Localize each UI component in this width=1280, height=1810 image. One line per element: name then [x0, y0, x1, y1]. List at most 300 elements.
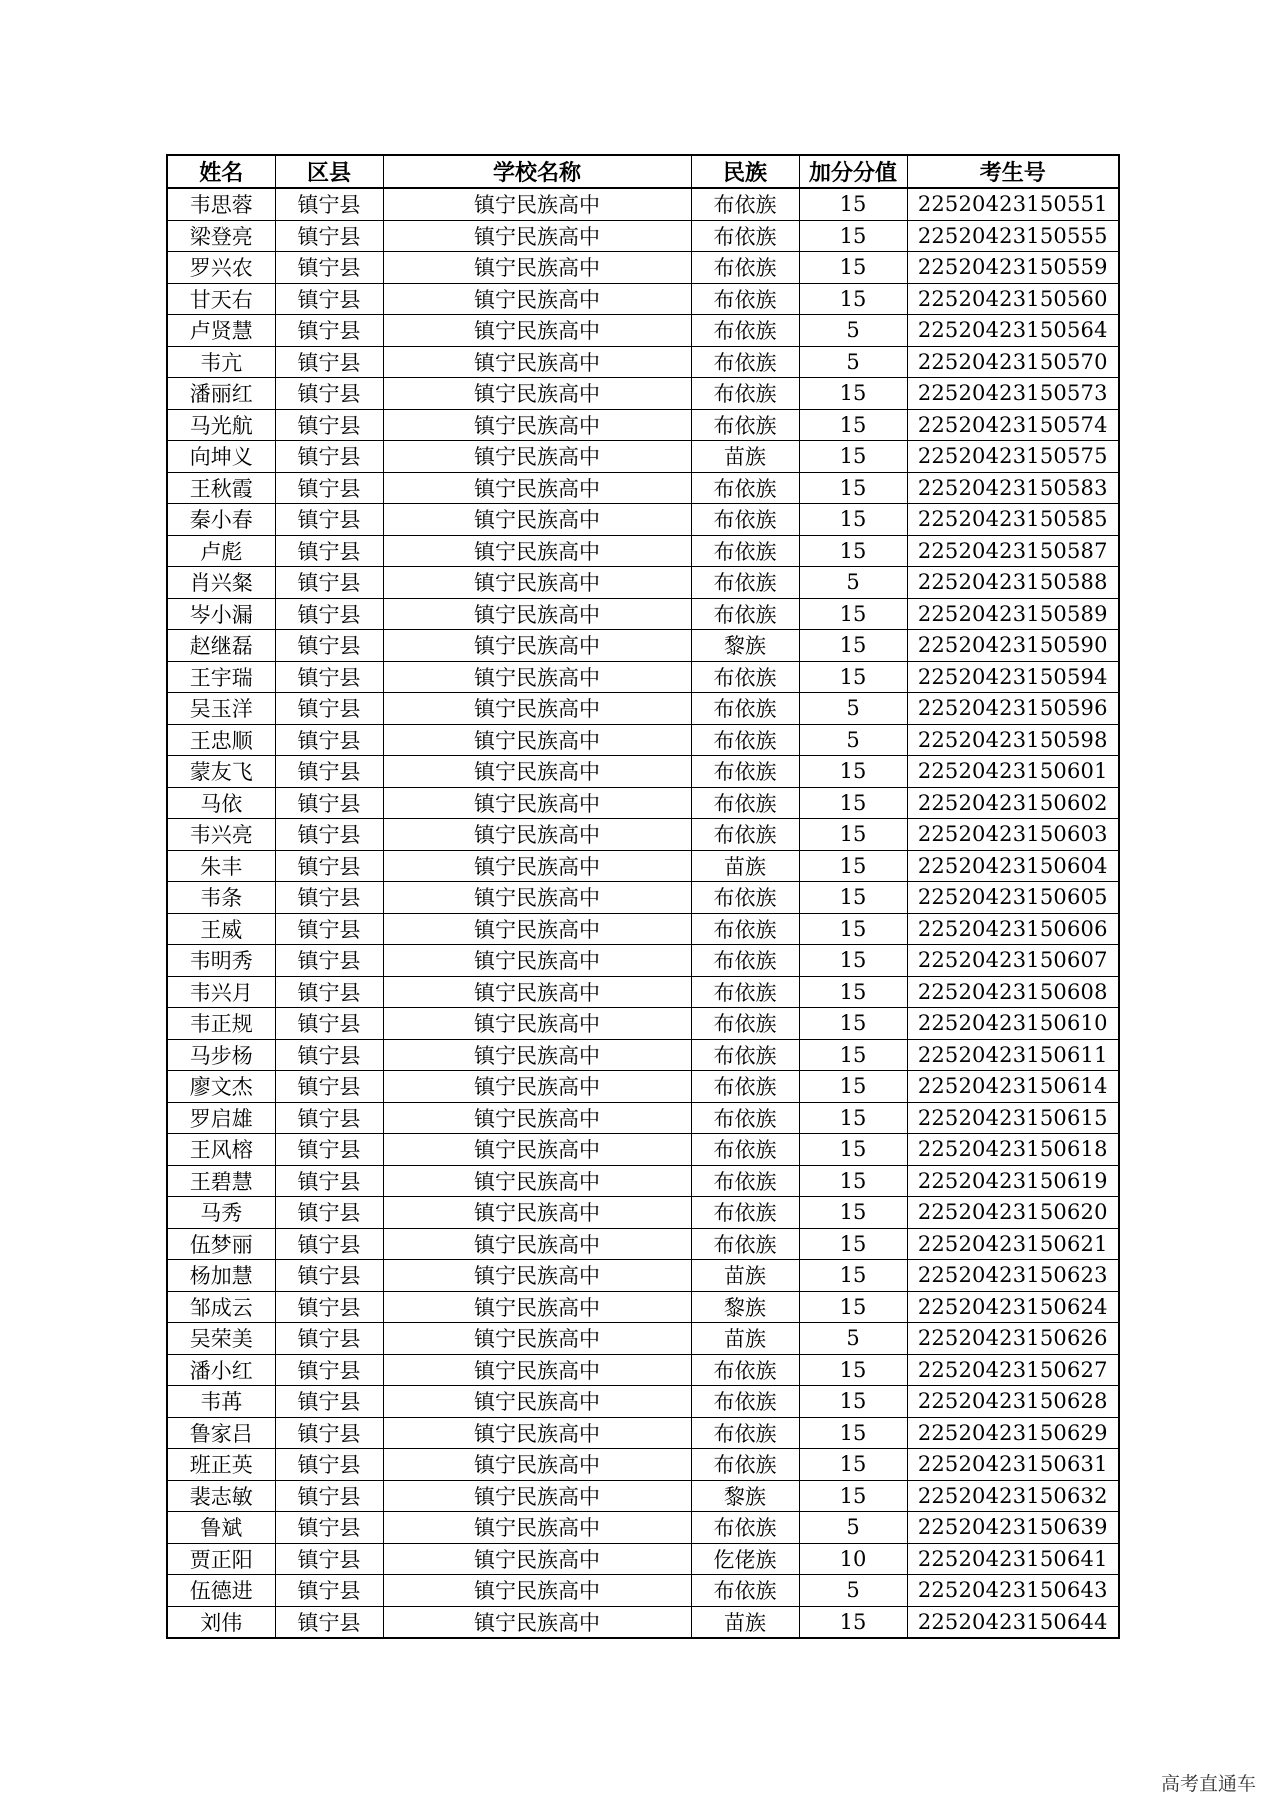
cell-name: 韦亢	[167, 346, 275, 378]
cell-exam-number: 22520423150555	[907, 220, 1119, 252]
table-row	[167, 1008, 1119, 1040]
cell-county: 镇宁县	[275, 504, 383, 536]
table-row	[167, 756, 1119, 788]
cell-school: 镇宁民族高中	[383, 472, 691, 504]
cell-exam-number: 22520423150620	[907, 1197, 1119, 1229]
cell-county: 镇宁县	[275, 1071, 383, 1103]
cell-name: 韦兴月	[167, 976, 275, 1008]
cell-county: 镇宁县	[275, 882, 383, 914]
cell-bonus-points: 15	[799, 535, 907, 567]
table-row	[167, 220, 1119, 252]
cell-county: 镇宁县	[275, 472, 383, 504]
table-row	[167, 1417, 1119, 1449]
cell-bonus-points: 15	[799, 252, 907, 284]
cell-name: 韦兴亮	[167, 819, 275, 851]
cell-name: 吴玉洋	[167, 693, 275, 725]
cell-exam-number: 22520423150623	[907, 1260, 1119, 1292]
cell-name: 韦条	[167, 882, 275, 914]
cell-ethnicity: 黎族	[691, 630, 799, 662]
table-row	[167, 252, 1119, 284]
cell-ethnicity: 布依族	[691, 1102, 799, 1134]
cell-school: 镇宁民族高中	[383, 283, 691, 315]
cell-exam-number: 22520423150598	[907, 724, 1119, 756]
cell-school: 镇宁民族高中	[383, 787, 691, 819]
cell-exam-number: 22520423150624	[907, 1291, 1119, 1323]
table-row	[167, 441, 1119, 473]
cell-name: 梁登亮	[167, 220, 275, 252]
cell-bonus-points: 5	[799, 693, 907, 725]
cell-school: 镇宁民族高中	[383, 1386, 691, 1418]
cell-county: 镇宁县	[275, 1008, 383, 1040]
cell-exam-number: 22520423150585	[907, 504, 1119, 536]
cell-name: 伍德进	[167, 1575, 275, 1607]
cell-school: 镇宁民族高中	[383, 346, 691, 378]
bonus-points-table	[166, 154, 1120, 1639]
cell-ethnicity: 布依族	[691, 913, 799, 945]
cell-bonus-points: 15	[799, 630, 907, 662]
cell-ethnicity: 布依族	[691, 283, 799, 315]
cell-exam-number: 22520423150573	[907, 378, 1119, 410]
cell-school: 镇宁民族高中	[383, 1480, 691, 1512]
cell-bonus-points: 15	[799, 1480, 907, 1512]
cell-ethnicity: 黎族	[691, 1291, 799, 1323]
table-row	[167, 1480, 1119, 1512]
cell-ethnicity: 布依族	[691, 945, 799, 977]
cell-name: 王秋霞	[167, 472, 275, 504]
cell-ethnicity: 布依族	[691, 472, 799, 504]
cell-ethnicity: 布依族	[691, 188, 799, 220]
cell-school: 镇宁民族高中	[383, 882, 691, 914]
cell-exam-number: 22520423150559	[907, 252, 1119, 284]
cell-name: 罗启雄	[167, 1102, 275, 1134]
cell-county: 镇宁县	[275, 661, 383, 693]
cell-ethnicity: 苗族	[691, 1606, 799, 1638]
cell-county: 镇宁县	[275, 409, 383, 441]
cell-school: 镇宁民族高中	[383, 630, 691, 662]
table-row	[167, 724, 1119, 756]
cell-exam-number: 22520423150583	[907, 472, 1119, 504]
table-body	[167, 188, 1119, 1638]
cell-name: 赵继磊	[167, 630, 275, 662]
table-row	[167, 1039, 1119, 1071]
cell-bonus-points: 15	[799, 819, 907, 851]
cell-exam-number: 22520423150587	[907, 535, 1119, 567]
cell-bonus-points: 5	[799, 724, 907, 756]
table-row	[167, 472, 1119, 504]
cell-ethnicity: 布依族	[691, 724, 799, 756]
watermark: 高考直通车	[1160, 1773, 1256, 1795]
cell-ethnicity: 布依族	[691, 409, 799, 441]
cell-exam-number: 22520423150605	[907, 882, 1119, 914]
cell-name: 马步杨	[167, 1039, 275, 1071]
cell-bonus-points: 5	[799, 1575, 907, 1607]
cell-school: 镇宁民族高中	[383, 409, 691, 441]
cell-bonus-points: 15	[799, 1417, 907, 1449]
cell-county: 镇宁县	[275, 1197, 383, 1229]
cell-county: 镇宁县	[275, 1260, 383, 1292]
cell-exam-number: 22520423150644	[907, 1606, 1119, 1638]
cell-name: 邹成云	[167, 1291, 275, 1323]
cell-ethnicity: 苗族	[691, 441, 799, 473]
cell-county: 镇宁县	[275, 1291, 383, 1323]
cell-bonus-points: 15	[799, 378, 907, 410]
cell-county: 镇宁县	[275, 1575, 383, 1607]
cell-name: 刘伟	[167, 1606, 275, 1638]
cell-exam-number: 22520423150621	[907, 1228, 1119, 1260]
cell-exam-number: 22520423150575	[907, 441, 1119, 473]
cell-county: 镇宁县	[275, 819, 383, 851]
table-row	[167, 378, 1119, 410]
cell-ethnicity: 布依族	[691, 1008, 799, 1040]
cell-bonus-points: 15	[799, 756, 907, 788]
header-row	[167, 155, 1119, 188]
cell-bonus-points: 15	[799, 850, 907, 882]
cell-name: 马依	[167, 787, 275, 819]
cell-ethnicity: 苗族	[691, 1323, 799, 1355]
cell-name: 韦明秀	[167, 945, 275, 977]
cell-name: 伍梦丽	[167, 1228, 275, 1260]
cell-bonus-points: 10	[799, 1543, 907, 1575]
cell-school: 镇宁民族高中	[383, 1449, 691, 1481]
cell-name: 韦正规	[167, 1008, 275, 1040]
cell-school: 镇宁民族高中	[383, 661, 691, 693]
cell-county: 镇宁县	[275, 1606, 383, 1638]
cell-county: 镇宁县	[275, 1354, 383, 1386]
header-ethnicity: 民族	[691, 155, 799, 188]
cell-name: 廖文杰	[167, 1071, 275, 1103]
cell-name: 王忠顺	[167, 724, 275, 756]
cell-ethnicity: 布依族	[691, 1417, 799, 1449]
table-row	[167, 1291, 1119, 1323]
cell-exam-number: 22520423150615	[907, 1102, 1119, 1134]
table-row	[167, 787, 1119, 819]
cell-school: 镇宁民族高中	[383, 724, 691, 756]
cell-ethnicity: 布依族	[691, 1386, 799, 1418]
cell-bonus-points: 5	[799, 1512, 907, 1544]
cell-name: 王风榕	[167, 1134, 275, 1166]
cell-ethnicity: 布依族	[691, 693, 799, 725]
cell-school: 镇宁民族高中	[383, 945, 691, 977]
cell-bonus-points: 15	[799, 787, 907, 819]
cell-ethnicity: 布依族	[691, 378, 799, 410]
cell-county: 镇宁县	[275, 976, 383, 1008]
table-row	[167, 1575, 1119, 1607]
cell-county: 镇宁县	[275, 188, 383, 220]
table-row	[167, 1134, 1119, 1166]
cell-name: 班正英	[167, 1449, 275, 1481]
cell-county: 镇宁县	[275, 252, 383, 284]
cell-name: 鲁斌	[167, 1512, 275, 1544]
cell-county: 镇宁县	[275, 1102, 383, 1134]
cell-ethnicity: 布依族	[691, 1039, 799, 1071]
cell-name: 马秀	[167, 1197, 275, 1229]
table-row	[167, 598, 1119, 630]
cell-school: 镇宁民族高中	[383, 1354, 691, 1386]
cell-exam-number: 22520423150601	[907, 756, 1119, 788]
cell-exam-number: 22520423150614	[907, 1071, 1119, 1103]
cell-school: 镇宁民族高中	[383, 598, 691, 630]
cell-bonus-points: 15	[799, 913, 907, 945]
cell-ethnicity: 布依族	[691, 220, 799, 252]
cell-school: 镇宁民族高中	[383, 1543, 691, 1575]
cell-ethnicity: 布依族	[691, 819, 799, 851]
cell-name: 蒙友飞	[167, 756, 275, 788]
cell-county: 镇宁县	[275, 1323, 383, 1355]
cell-bonus-points: 15	[799, 188, 907, 220]
cell-county: 镇宁县	[275, 756, 383, 788]
cell-county: 镇宁县	[275, 441, 383, 473]
cell-county: 镇宁县	[275, 378, 383, 410]
cell-county: 镇宁县	[275, 913, 383, 945]
cell-ethnicity: 布依族	[691, 1228, 799, 1260]
cell-name: 吴荣美	[167, 1323, 275, 1355]
cell-school: 镇宁民族高中	[383, 315, 691, 347]
cell-exam-number: 22520423150631	[907, 1449, 1119, 1481]
table-row	[167, 1512, 1119, 1544]
cell-ethnicity: 布依族	[691, 598, 799, 630]
table-row	[167, 315, 1119, 347]
table-row	[167, 1102, 1119, 1134]
table-row	[167, 1197, 1119, 1229]
table-row	[167, 850, 1119, 882]
table-row	[167, 567, 1119, 599]
cell-name: 裴志敏	[167, 1480, 275, 1512]
header-bonus-points: 加分分值	[799, 155, 907, 188]
cell-school: 镇宁民族高中	[383, 1291, 691, 1323]
table-row	[167, 1071, 1119, 1103]
cell-school: 镇宁民族高中	[383, 378, 691, 410]
cell-county: 镇宁县	[275, 1480, 383, 1512]
cell-school: 镇宁民族高中	[383, 441, 691, 473]
table-row	[167, 976, 1119, 1008]
cell-county: 镇宁县	[275, 535, 383, 567]
cell-county: 镇宁县	[275, 1543, 383, 1575]
cell-ethnicity: 布依族	[691, 1575, 799, 1607]
cell-ethnicity: 布依族	[691, 756, 799, 788]
cell-county: 镇宁县	[275, 1228, 383, 1260]
cell-exam-number: 22520423150564	[907, 315, 1119, 347]
cell-bonus-points: 15	[799, 1071, 907, 1103]
cell-exam-number: 22520423150610	[907, 1008, 1119, 1040]
cell-county: 镇宁县	[275, 315, 383, 347]
cell-name: 秦小春	[167, 504, 275, 536]
cell-ethnicity: 布依族	[691, 315, 799, 347]
cell-bonus-points: 15	[799, 1449, 907, 1481]
cell-name: 肖兴粲	[167, 567, 275, 599]
cell-name: 王威	[167, 913, 275, 945]
cell-bonus-points: 15	[799, 661, 907, 693]
cell-bonus-points: 15	[799, 882, 907, 914]
table-row	[167, 913, 1119, 945]
cell-bonus-points: 15	[799, 504, 907, 536]
table-row	[167, 661, 1119, 693]
cell-bonus-points: 15	[799, 598, 907, 630]
cell-ethnicity: 布依族	[691, 882, 799, 914]
cell-ethnicity: 仡佬族	[691, 1543, 799, 1575]
cell-school: 镇宁民族高中	[383, 1071, 691, 1103]
cell-exam-number: 22520423150641	[907, 1543, 1119, 1575]
cell-school: 镇宁民族高中	[383, 1165, 691, 1197]
cell-bonus-points: 15	[799, 1197, 907, 1229]
table-row	[167, 1354, 1119, 1386]
cell-county: 镇宁县	[275, 1449, 383, 1481]
table-row	[167, 283, 1119, 315]
cell-county: 镇宁县	[275, 787, 383, 819]
cell-name: 朱丰	[167, 850, 275, 882]
cell-exam-number: 22520423150608	[907, 976, 1119, 1008]
cell-ethnicity: 布依族	[691, 661, 799, 693]
cell-bonus-points: 15	[799, 472, 907, 504]
cell-bonus-points: 15	[799, 441, 907, 473]
cell-school: 镇宁民族高中	[383, 188, 691, 220]
cell-school: 镇宁民族高中	[383, 567, 691, 599]
cell-county: 镇宁县	[275, 1134, 383, 1166]
cell-exam-number: 22520423150632	[907, 1480, 1119, 1512]
cell-name: 鲁家吕	[167, 1417, 275, 1449]
cell-name: 潘丽红	[167, 378, 275, 410]
cell-school: 镇宁民族高中	[383, 1008, 691, 1040]
cell-school: 镇宁民族高中	[383, 535, 691, 567]
cell-bonus-points: 15	[799, 1260, 907, 1292]
table-row	[167, 535, 1119, 567]
table-row	[167, 1543, 1119, 1575]
cell-bonus-points: 15	[799, 1039, 907, 1071]
cell-school: 镇宁民族高中	[383, 1102, 691, 1134]
cell-exam-number: 22520423150602	[907, 787, 1119, 819]
cell-exam-number: 22520423150589	[907, 598, 1119, 630]
cell-ethnicity: 布依族	[691, 976, 799, 1008]
cell-bonus-points: 15	[799, 220, 907, 252]
cell-exam-number: 22520423150643	[907, 1575, 1119, 1607]
cell-exam-number: 22520423150596	[907, 693, 1119, 725]
cell-exam-number: 22520423150607	[907, 945, 1119, 977]
table-row	[167, 1228, 1119, 1260]
cell-name: 甘天右	[167, 283, 275, 315]
cell-bonus-points: 15	[799, 1606, 907, 1638]
cell-exam-number: 22520423150594	[907, 661, 1119, 693]
cell-exam-number: 22520423150611	[907, 1039, 1119, 1071]
cell-exam-number: 22520423150574	[907, 409, 1119, 441]
cell-ethnicity: 布依族	[691, 787, 799, 819]
cell-county: 镇宁县	[275, 283, 383, 315]
header-name: 姓名	[167, 155, 275, 188]
cell-bonus-points: 15	[799, 1165, 907, 1197]
cell-name: 卢贤慧	[167, 315, 275, 347]
cell-bonus-points: 5	[799, 315, 907, 347]
cell-county: 镇宁县	[275, 1386, 383, 1418]
header-school: 学校名称	[383, 155, 691, 188]
table-row	[167, 1165, 1119, 1197]
cell-ethnicity: 黎族	[691, 1480, 799, 1512]
cell-exam-number: 22520423150604	[907, 850, 1119, 882]
cell-school: 镇宁民族高中	[383, 1134, 691, 1166]
table-row	[167, 819, 1119, 851]
header-county: 区县	[275, 155, 383, 188]
cell-school: 镇宁民族高中	[383, 1228, 691, 1260]
cell-school: 镇宁民族高中	[383, 693, 691, 725]
cell-name: 潘小红	[167, 1354, 275, 1386]
cell-county: 镇宁县	[275, 220, 383, 252]
table-row	[167, 693, 1119, 725]
cell-bonus-points: 5	[799, 346, 907, 378]
table-row	[167, 630, 1119, 662]
cell-exam-number: 22520423150626	[907, 1323, 1119, 1355]
cell-county: 镇宁县	[275, 945, 383, 977]
cell-county: 镇宁县	[275, 1417, 383, 1449]
cell-school: 镇宁民族高中	[383, 913, 691, 945]
cell-county: 镇宁县	[275, 598, 383, 630]
cell-name: 王碧慧	[167, 1165, 275, 1197]
cell-bonus-points: 15	[799, 1228, 907, 1260]
cell-ethnicity: 布依族	[691, 1354, 799, 1386]
cell-bonus-points: 15	[799, 1134, 907, 1166]
cell-school: 镇宁民族高中	[383, 1512, 691, 1544]
cell-county: 镇宁县	[275, 850, 383, 882]
cell-school: 镇宁民族高中	[383, 1323, 691, 1355]
cell-school: 镇宁民族高中	[383, 756, 691, 788]
cell-county: 镇宁县	[275, 1039, 383, 1071]
cell-bonus-points: 5	[799, 1323, 907, 1355]
table-row	[167, 1323, 1119, 1355]
cell-name: 杨加慧	[167, 1260, 275, 1292]
cell-exam-number: 22520423150603	[907, 819, 1119, 851]
cell-name: 贾正阳	[167, 1543, 275, 1575]
cell-bonus-points: 15	[799, 1008, 907, 1040]
cell-school: 镇宁民族高中	[383, 1417, 691, 1449]
cell-ethnicity: 苗族	[691, 1260, 799, 1292]
cell-school: 镇宁民族高中	[383, 1575, 691, 1607]
table-row	[167, 504, 1119, 536]
cell-school: 镇宁民族高中	[383, 1606, 691, 1638]
header-exam-number: 考生号	[907, 155, 1119, 188]
cell-name: 马光航	[167, 409, 275, 441]
table-row	[167, 882, 1119, 914]
cell-name: 罗兴农	[167, 252, 275, 284]
cell-school: 镇宁民族高中	[383, 1260, 691, 1292]
cell-ethnicity: 布依族	[691, 346, 799, 378]
cell-ethnicity: 布依族	[691, 1449, 799, 1481]
table-row	[167, 188, 1119, 220]
cell-exam-number: 22520423150551	[907, 188, 1119, 220]
cell-school: 镇宁民族高中	[383, 504, 691, 536]
table-row	[167, 346, 1119, 378]
cell-bonus-points: 15	[799, 976, 907, 1008]
cell-school: 镇宁民族高中	[383, 1197, 691, 1229]
cell-exam-number: 22520423150618	[907, 1134, 1119, 1166]
cell-county: 镇宁县	[275, 346, 383, 378]
table-header	[167, 155, 1119, 188]
cell-exam-number: 22520423150619	[907, 1165, 1119, 1197]
cell-ethnicity: 布依族	[691, 1512, 799, 1544]
cell-school: 镇宁民族高中	[383, 252, 691, 284]
cell-school: 镇宁民族高中	[383, 220, 691, 252]
cell-ethnicity: 布依族	[691, 1071, 799, 1103]
cell-exam-number: 22520423150588	[907, 567, 1119, 599]
cell-exam-number: 22520423150606	[907, 913, 1119, 945]
cell-county: 镇宁县	[275, 724, 383, 756]
cell-ethnicity: 布依族	[691, 1165, 799, 1197]
cell-school: 镇宁民族高中	[383, 1039, 691, 1071]
cell-bonus-points: 15	[799, 1291, 907, 1323]
table-row	[167, 1449, 1119, 1481]
cell-name: 韦思蓉	[167, 188, 275, 220]
cell-ethnicity: 布依族	[691, 504, 799, 536]
cell-bonus-points: 15	[799, 409, 907, 441]
cell-county: 镇宁县	[275, 1512, 383, 1544]
cell-bonus-points: 15	[799, 1354, 907, 1386]
cell-ethnicity: 苗族	[691, 850, 799, 882]
cell-county: 镇宁县	[275, 1165, 383, 1197]
